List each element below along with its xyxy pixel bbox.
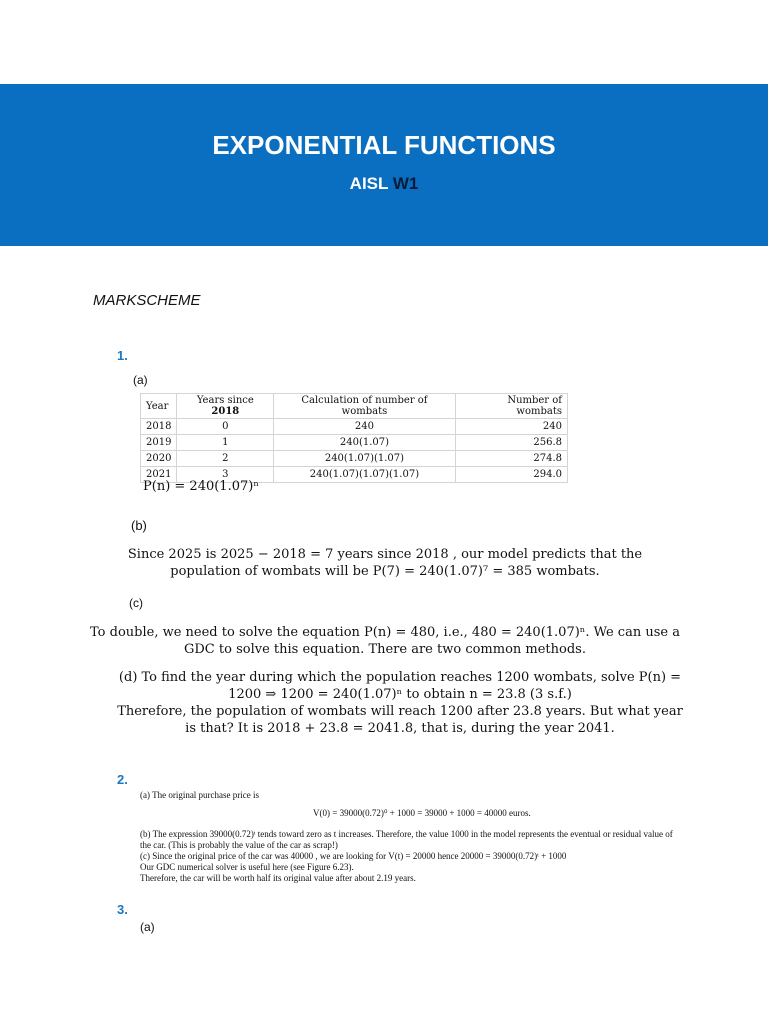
table-row xyxy=(141,451,568,467)
cell-years-since: 3 xyxy=(177,467,274,483)
q3-part-a-label: (a) xyxy=(140,920,155,934)
cell-calculation: 240(1.07)(1.07) xyxy=(274,451,456,467)
q2-line-c1: (c) Since the original price of the car was 40000 , we are looking for V(t) = 20000 hence 20000 = 39000(0.72)ᵗ + 1000 xyxy=(140,851,567,861)
table-header-row xyxy=(141,394,568,419)
cell-number: 256.8 xyxy=(455,435,567,451)
q2-line-c3: Therefore, the car will be worth half its original value after about 2.19 years. xyxy=(140,873,416,883)
q1-part-b-line1: Since 2025 is 2025 − 2018 = 7 years since 2018 , our model predicts that the xyxy=(127,547,643,562)
cell-year: 2020 xyxy=(141,451,177,467)
col-header-calculation: Calculation of number of wombats xyxy=(274,394,456,419)
cell-calculation: 240(1.07)(1.07)(1.07) xyxy=(274,467,456,483)
markscheme-label: MARKSCHEME xyxy=(93,292,201,309)
q2-body xyxy=(140,829,760,884)
q2-line-a: (a) The original purchase price is xyxy=(140,790,260,800)
q1-part-b-label: (b) xyxy=(131,518,147,533)
cell-year: 2019 xyxy=(141,435,177,451)
q1-part-c-text xyxy=(55,624,715,658)
q1-part-c-line2: GDC to solve this equation. There are two common methods. xyxy=(184,642,586,657)
col-header-number: Number of wombats xyxy=(455,394,567,419)
cell-year: 2021 xyxy=(141,467,177,483)
q1-part-a-label: (a) xyxy=(133,373,148,387)
q2-line-c2: Our GDC numerical solver is useful here (see Figure 6.23). xyxy=(140,862,354,872)
cell-number: 240 xyxy=(455,419,567,435)
page-title: EXPONENTIAL FUNCTIONS xyxy=(212,130,556,160)
cell-year: 2018 xyxy=(141,419,177,435)
q1-part-d-line1: (d) To find the year during which the population reaches 1200 wombats, solve P(n) = xyxy=(118,670,682,685)
q1-part-b-text xyxy=(60,546,710,580)
q1-part-b-line2: population of wombats will be P(7) = 240(1.07)⁷ = 385 wombats. xyxy=(170,564,600,579)
question-3-number: 3. xyxy=(117,902,128,917)
q2-line-b1: (b) The expression 39000(0.72)ᵗ tends toward zero as t increases. Therefore, the value 1000 in the model represents the eventual or residual value of xyxy=(140,829,673,839)
cell-number: 294.0 xyxy=(455,467,567,483)
subtitle-code: W1 xyxy=(392,174,419,193)
cell-calculation: 240(1.07) xyxy=(274,435,456,451)
table-row xyxy=(141,419,568,435)
q1-part-d-text xyxy=(70,669,730,737)
table-row xyxy=(141,435,568,451)
page-subtitle xyxy=(0,174,768,194)
col-header-years-since: Years since 2018 xyxy=(177,394,274,419)
q2-line-b2: the car. (This is probably the value of the car as scrap!) xyxy=(140,840,338,850)
q1-part-d-line2: 1200 ⇒ 1200 = 240(1.07)ⁿ to obtain n = 23.8 (3 s.f.) xyxy=(228,687,572,702)
cell-years-since: 1 xyxy=(177,435,274,451)
q2-equation-a: V(0) = 39000(0.72)⁰ + 1000 = 39000 + 1000 = 40000 euros. xyxy=(313,808,531,818)
q1-part-c-line1: To double, we need to solve the equation P(n) = 480, i.e., 480 = 240(1.07)ⁿ. We can use a xyxy=(90,625,680,640)
cell-years-since: 2 xyxy=(177,451,274,467)
cell-number: 274.8 xyxy=(455,451,567,467)
question-1-number: 1. xyxy=(117,348,128,363)
question-2-number: 2. xyxy=(117,772,128,787)
q1-part-c-label: (c) xyxy=(129,596,143,610)
col-header-year: Year xyxy=(141,394,177,419)
q1-part-d-line4: is that? It is 2018 + 23.8 = 2041.8, that is, during the year 2041. xyxy=(185,721,615,736)
model-formula: P(n) = 240(1.07)ⁿ xyxy=(143,479,259,494)
q1-part-d-line3: Therefore, the population of wombats will reach 1200 after 23.8 years. But what year xyxy=(117,704,683,719)
subtitle-prefix: AISL xyxy=(349,174,393,193)
cell-calculation: 240 xyxy=(274,419,456,435)
header-banner xyxy=(0,84,768,246)
wombat-table xyxy=(140,393,568,483)
cell-years-since: 0 xyxy=(177,419,274,435)
